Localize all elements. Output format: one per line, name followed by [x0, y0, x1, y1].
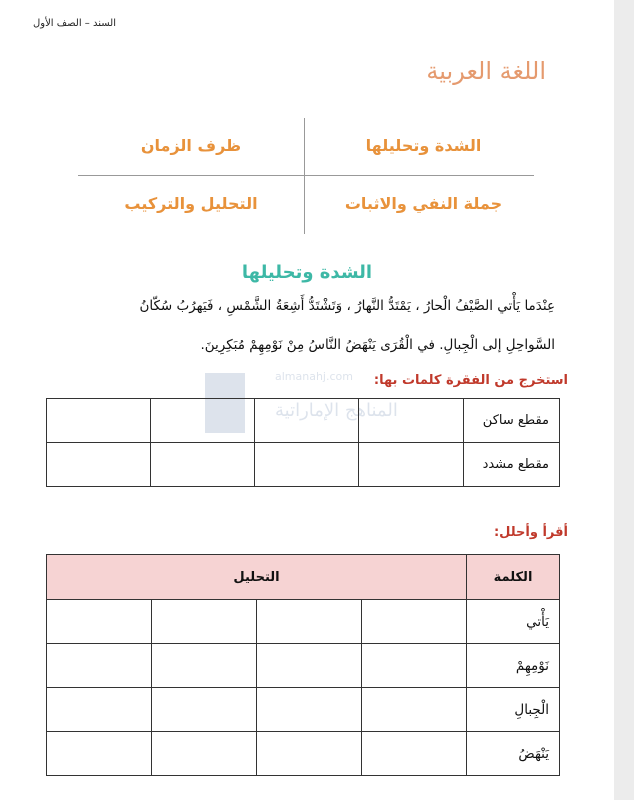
answer-cell[interactable]: [257, 688, 362, 732]
answer-cell[interactable]: [152, 732, 257, 776]
answer-cell[interactable]: [359, 399, 463, 443]
answer-cell[interactable]: [151, 399, 255, 443]
paragraph-line: عِنْدَما يَأْتي الصَّيْفُ الْحارُ ، يَمْتَدُّ النَّهارُ ، وَتَشْتَدُّ أَشِعَةُ الشَّمْسِ ، فَيَهرُبُ سُكّانُ: [139, 298, 555, 314]
answer-cell[interactable]: [359, 443, 463, 487]
word-cell: يَنْهَضُ: [467, 732, 560, 776]
answer-cell[interactable]: [362, 644, 467, 688]
watermark-latin: almanahj.com: [275, 370, 353, 383]
row-label: مقطع ساكن: [463, 399, 559, 443]
subject-title: اللغة العربية: [426, 57, 546, 85]
column-header-analysis: التحليل: [47, 555, 467, 600]
topics-divider-vertical: [304, 118, 305, 234]
answer-cell[interactable]: [47, 399, 151, 443]
answer-cell[interactable]: [152, 644, 257, 688]
table-row: [47, 600, 560, 644]
answer-cell[interactable]: [257, 732, 362, 776]
table-row: [47, 644, 560, 688]
table-row: [47, 732, 560, 776]
table-row: [47, 399, 560, 443]
answer-cell[interactable]: [362, 688, 467, 732]
topic-item: جملة النفي والاثبات: [344, 194, 503, 213]
answer-cell[interactable]: [47, 600, 152, 644]
exercise2-prompt: أقرأ وأحلل:: [493, 525, 568, 540]
answer-cell[interactable]: [152, 688, 257, 732]
table-header-row: [47, 555, 560, 600]
answer-cell[interactable]: [47, 443, 151, 487]
header-text: السند – الصف الأول: [33, 18, 116, 29]
topics-divider-horizontal: [78, 175, 534, 176]
row-label: مقطع مشدد: [463, 443, 559, 487]
topic-item: ظرف الزمان: [140, 136, 242, 155]
syllable-table: [46, 398, 560, 487]
analysis-table: [46, 554, 560, 776]
answer-cell[interactable]: [47, 732, 152, 776]
answer-cell[interactable]: [151, 443, 255, 487]
answer-cell[interactable]: [152, 600, 257, 644]
word-cell: يَأْتي: [467, 600, 560, 644]
answer-cell[interactable]: [47, 688, 152, 732]
answer-cell[interactable]: [255, 443, 359, 487]
exercise1-prompt: استخرج من الفقرة كلمات بها:: [373, 373, 568, 388]
answer-cell[interactable]: [257, 644, 362, 688]
table-row: [47, 443, 560, 487]
watermark-arabic: المناهج الإماراتية: [275, 400, 398, 421]
page-gutter: [614, 0, 634, 800]
table-row: [47, 688, 560, 732]
word-cell: نَوْمِهِمْ: [467, 644, 560, 688]
answer-cell[interactable]: [255, 399, 359, 443]
section-title: الشدة وتحليلها: [241, 262, 373, 283]
topics-grid: [78, 118, 534, 234]
answer-cell[interactable]: [362, 600, 467, 644]
topic-item: التحليل والتركيب: [124, 194, 258, 213]
answer-cell[interactable]: [362, 732, 467, 776]
word-cell: الْجِبالِ: [467, 688, 560, 732]
topic-item: الشدة وتحليلها: [365, 136, 482, 155]
answer-cell[interactable]: [47, 644, 152, 688]
paragraph-line: السَّواحِلِ إلى الْجِبالِ. في الْقُرَى يَنْهَضُ النَّاسُ مِنْ نَوْمِهِمْ مُبَكِرِينَ.: [200, 337, 555, 353]
answer-cell[interactable]: [257, 600, 362, 644]
column-header-word: الكلمة: [467, 555, 560, 600]
